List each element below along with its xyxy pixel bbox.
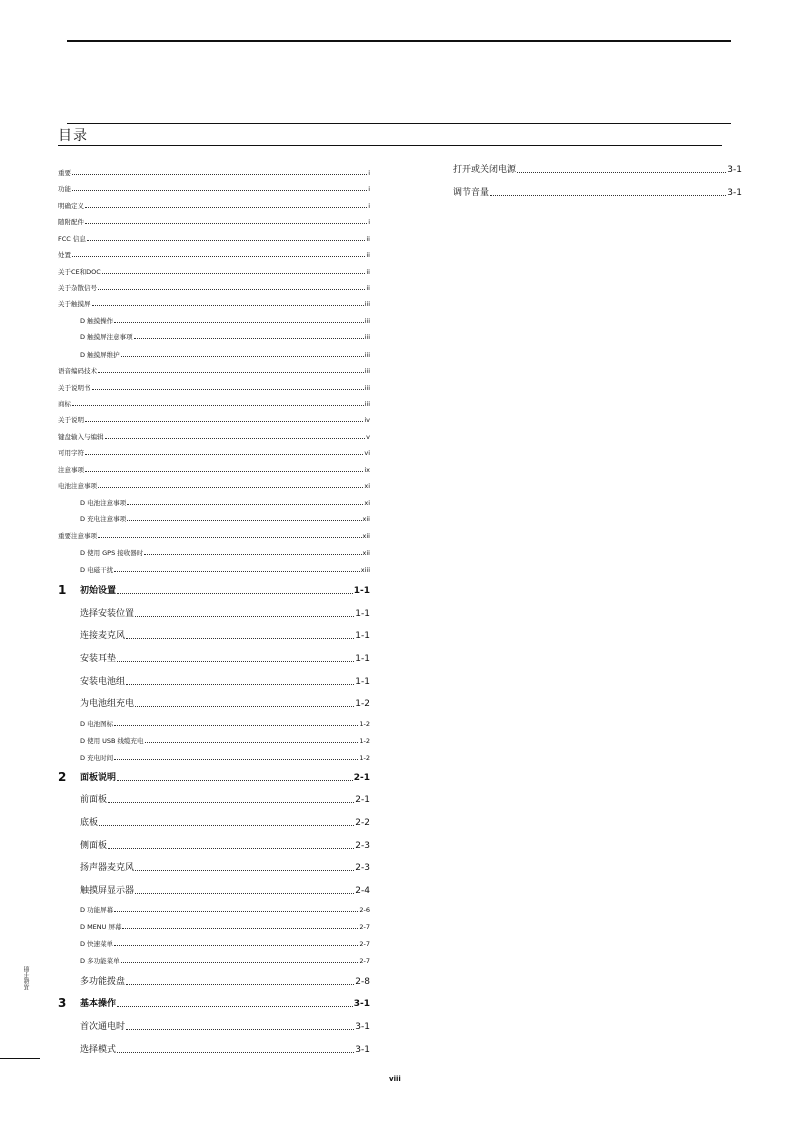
toc-entry-title: 重要	[58, 169, 71, 177]
toc-entry-page: 3-1	[355, 1022, 370, 1032]
leader-dots	[85, 223, 367, 224]
toc-entry-page: ix	[364, 466, 370, 474]
toc-entry-page: 2-8	[355, 977, 370, 987]
toc-entry-page: 1-1	[355, 677, 370, 687]
toc-entry-page: 1-2	[359, 737, 370, 745]
toc-entry-title: 关于杂散信号	[58, 284, 97, 292]
toc-entry-page: 1-2	[355, 699, 370, 709]
toc-entry-title: 键盘输入与编辑	[58, 433, 104, 441]
toc-entry-title: D 使用 USB 线缆充电	[80, 737, 144, 745]
toc-entry-title: 处置	[58, 251, 71, 259]
toc-entry[interactable]	[80, 499, 370, 508]
toc-entry[interactable]	[80, 754, 370, 763]
toc-entry-page: 1-1	[355, 631, 370, 641]
toc-entry-title: D MENU 屏幕	[80, 923, 122, 931]
toc-entry[interactable]	[58, 251, 370, 260]
toc-entry-page: xi	[364, 499, 370, 507]
toc-entry-page: iii	[364, 333, 370, 341]
toc-entry-title: 明确定义	[58, 202, 84, 210]
toc-entry-title: 调节音量	[453, 188, 490, 198]
leader-dots	[126, 1029, 354, 1030]
leader-dots	[85, 471, 363, 472]
toc-entry-page: i	[368, 202, 370, 210]
toc-entry[interactable]	[80, 1021, 370, 1033]
leader-dots	[98, 289, 365, 290]
chapter-number: 3	[58, 996, 67, 1010]
toc-entry-page: ii	[366, 284, 370, 292]
toc-entry-page: iii	[364, 384, 370, 392]
leader-dots	[114, 322, 364, 323]
leader-dots	[72, 405, 364, 406]
toc-entry-title: 关于CE和DOC	[58, 268, 101, 276]
toc-entry-page: iii	[364, 300, 370, 308]
toc-entry[interactable]	[80, 906, 370, 915]
toc-entry[interactable]	[58, 532, 370, 541]
toc-entry[interactable]	[58, 466, 370, 475]
toc-entry-title: 侧面板	[80, 841, 108, 851]
toc-entry-title: D 电池注意事项	[80, 499, 127, 507]
leader-dots	[92, 389, 364, 390]
leader-dots	[105, 438, 366, 439]
toc-entry-title: D 触摸屏注意事项	[80, 333, 133, 341]
toc-entry-page: 2-7	[359, 940, 370, 948]
toc-entry-title: 触摸屏显示器	[80, 886, 135, 896]
toc-entry-page: xii	[362, 549, 370, 557]
toc-entry[interactable]	[58, 218, 370, 227]
toc-entry[interactable]	[80, 515, 370, 524]
leader-dots	[135, 616, 354, 617]
toc-entry-page: xiii	[360, 566, 370, 574]
toc-entry-title: 多功能拨盘	[80, 977, 126, 987]
leader-dots	[114, 725, 358, 726]
toc-entry[interactable]	[58, 235, 370, 244]
toc-entry[interactable]	[80, 817, 370, 829]
toc-entry-page: 1-1	[355, 654, 370, 664]
toc-entry-page: 2-3	[355, 841, 370, 851]
toc-entry-page: xi	[364, 482, 370, 490]
leader-dots	[121, 356, 364, 357]
toc-entry-title: 扬声器麦克风	[80, 863, 135, 873]
toc-entry-page: 2-7	[359, 923, 370, 931]
toc-entry-title: D 功能屏幕	[80, 906, 114, 914]
toc-entry[interactable]	[58, 169, 370, 178]
toc-entry[interactable]	[80, 653, 370, 665]
toc-entry[interactable]	[58, 449, 370, 458]
toc-entry-title: 随附配件	[58, 218, 84, 226]
leader-dots	[85, 421, 363, 422]
chapter-number: 1	[58, 583, 67, 597]
toc-entry[interactable]	[80, 566, 370, 575]
toc-entry-page: iv	[364, 416, 370, 424]
toc-entry-page: 2-6	[359, 906, 370, 914]
leader-dots	[127, 504, 363, 505]
toc-entry-title: D 电池图标	[80, 720, 114, 728]
toc-entry-page: ii	[366, 251, 370, 259]
toc-entry-title: 关于说明	[58, 416, 84, 424]
leader-dots	[126, 684, 354, 685]
toc-entry-title: 首次通电时	[80, 1022, 126, 1032]
leader-dots	[126, 984, 354, 985]
toc-entry-page: vi	[364, 449, 370, 457]
toc-entry-title: 打开或关闭电源	[453, 165, 517, 175]
leader-dots	[127, 520, 361, 521]
leader-dots	[145, 742, 359, 743]
toc-entry-page: 3-1	[727, 165, 742, 175]
toc-entry-title: 关于说明书	[58, 384, 91, 392]
toc-entry-title: 基本操作	[80, 999, 117, 1009]
toc-entry[interactable]	[58, 268, 370, 277]
toc-entry-page: 3-1	[353, 999, 370, 1009]
toc-entry[interactable]	[80, 676, 370, 688]
leader-dots	[98, 537, 362, 538]
footer-rule	[0, 1058, 40, 1059]
toc-entry-title: 商标	[58, 400, 71, 408]
leader-dots	[92, 305, 364, 306]
toc-entry[interactable]	[80, 333, 370, 342]
toc-entry-page: 2-7	[359, 957, 370, 965]
toc-entry[interactable]	[80, 885, 370, 897]
leader-dots	[134, 338, 364, 339]
leader-dots	[517, 172, 726, 173]
toc-entry-title: 初始设置	[80, 586, 117, 596]
leader-dots	[114, 911, 358, 912]
leader-dots	[144, 554, 361, 555]
toc-entry-title: D 触摸操作	[80, 317, 114, 325]
page-number: viii	[389, 1075, 401, 1083]
toc-entry-page: xii	[362, 515, 370, 523]
toc-entry-page: i	[368, 169, 370, 177]
leader-dots	[135, 706, 354, 707]
toc-entry[interactable]	[58, 284, 370, 293]
toc-entry-title: 为电池组充电	[80, 699, 135, 709]
toc-entry[interactable]	[58, 300, 370, 309]
toc-entry[interactable]	[80, 698, 370, 710]
toc-entry[interactable]	[80, 737, 370, 746]
toc-chapter-row[interactable]	[80, 772, 370, 784]
toc-entry-page: 1-2	[359, 720, 370, 728]
toc-entry-page: 2-4	[355, 886, 370, 896]
chapter-number: 2	[58, 770, 67, 784]
leader-dots	[126, 638, 354, 639]
leader-dots	[87, 240, 365, 241]
toc-entry[interactable]	[58, 400, 370, 409]
leader-dots	[490, 195, 726, 196]
leader-dots	[135, 893, 354, 894]
toc-entry-page: 2-2	[355, 818, 370, 828]
toc-entry-title: 关于触摸屏	[58, 300, 91, 308]
leader-dots	[85, 207, 367, 208]
toc-entry[interactable]	[58, 384, 370, 393]
toc-entry-title: D 多功能菜单	[80, 957, 120, 965]
leader-dots	[99, 825, 354, 826]
toc-entry-page: iii	[364, 351, 370, 359]
toc-entry-page: xii	[362, 532, 370, 540]
toc-entry-title: D 充电时间	[80, 754, 114, 762]
toc-entry-title: 面板说明	[80, 773, 117, 783]
toc-entry-page: 3-1	[355, 1045, 370, 1055]
toc-entry[interactable]	[58, 202, 370, 211]
toc-entry-page: ii	[366, 235, 370, 243]
toc-entry-page: iii	[364, 317, 370, 325]
leader-dots	[108, 802, 354, 803]
leader-dots	[114, 945, 358, 946]
toc-entry[interactable]	[80, 351, 370, 360]
leader-dots	[121, 962, 359, 963]
leader-dots	[117, 1006, 353, 1007]
leader-dots	[98, 372, 364, 373]
toc-entry-page: iii	[364, 367, 370, 375]
toc-entry[interactable]	[80, 840, 370, 852]
leader-dots	[135, 870, 354, 871]
toc-entry-title: D 充电注意事项	[80, 515, 127, 523]
toc-entry[interactable]	[80, 940, 370, 949]
toc-entry-page: ii	[366, 268, 370, 276]
toc-entry-page: 3-1	[727, 188, 742, 198]
toc-entry[interactable]	[58, 482, 370, 491]
toc-entry-title: 前面板	[80, 795, 108, 805]
toc-entry[interactable]	[80, 957, 370, 966]
toc-entry-title: 安装耳垫	[80, 654, 117, 664]
toc-entry[interactable]	[80, 862, 370, 874]
toc-entry[interactable]	[80, 923, 370, 932]
leader-dots	[122, 928, 358, 929]
toc-entry-page: i	[368, 218, 370, 226]
toc-entry[interactable]	[58, 416, 370, 425]
leader-dots	[114, 759, 358, 760]
leader-dots	[117, 780, 353, 781]
toc-entry-title: 底板	[80, 818, 99, 828]
leader-dots	[117, 593, 353, 594]
toc-entry[interactable]	[453, 187, 742, 199]
toc-entry-page: 1-2	[359, 754, 370, 762]
title-rule	[58, 145, 722, 146]
toc-entry[interactable]	[80, 549, 370, 558]
toc-entry[interactable]	[58, 433, 370, 442]
leader-dots	[98, 487, 363, 488]
toc-entry-page: i	[368, 185, 370, 193]
toc-entry-title: 电池注意事项	[58, 482, 97, 490]
toc-entry-page: iii	[364, 400, 370, 408]
toc-entry-page: 2-1	[355, 795, 370, 805]
toc-entry-page: 1-1	[353, 586, 370, 596]
toc-entry[interactable]	[80, 317, 370, 326]
toc-entry[interactable]	[80, 720, 370, 729]
top-rule	[67, 40, 731, 42]
leader-dots	[102, 273, 366, 274]
page-title: 目录	[58, 128, 88, 144]
leader-dots	[72, 190, 367, 191]
toc-entry-title: 注意事项	[58, 466, 84, 474]
toc-entry[interactable]	[58, 367, 370, 376]
side-label: 基础手册	[24, 966, 31, 990]
toc-entry-title: D 电磁干扰	[80, 566, 114, 574]
leader-dots	[117, 661, 354, 662]
toc-entry-title: 可用字符	[58, 449, 84, 457]
toc-entry-page: 2-3	[355, 863, 370, 873]
leader-dots	[85, 454, 363, 455]
toc-entry-title: 选择模式	[80, 1045, 117, 1055]
toc-entry-title: 选择安装位置	[80, 609, 135, 619]
toc-entry[interactable]	[80, 1044, 370, 1056]
toc-entry[interactable]	[453, 164, 742, 176]
toc-entry[interactable]	[80, 794, 370, 806]
toc-entry-title: FCC 信息	[58, 235, 86, 243]
toc-entry-title: D 快速菜单	[80, 940, 114, 948]
toc-entry[interactable]	[80, 630, 370, 642]
header-rule	[67, 123, 731, 124]
leader-dots	[114, 571, 360, 572]
leader-dots	[108, 848, 354, 849]
toc-entry-title: 语音编码技术	[58, 367, 97, 375]
toc-entry-title: D 触摸屏维护	[80, 351, 120, 359]
toc-entry-title: 连接麦克风	[80, 631, 126, 641]
leader-dots	[117, 1052, 354, 1053]
toc-entry-title: 重要注意事项	[58, 532, 97, 540]
toc-entry[interactable]	[80, 608, 370, 620]
toc-entry-title: 安装电池组	[80, 677, 126, 687]
leader-dots	[72, 174, 367, 175]
toc-entry-page: 1-1	[355, 609, 370, 619]
toc-entry[interactable]	[80, 976, 370, 988]
toc-entry[interactable]	[58, 185, 370, 194]
toc-entry-title: D 使用 GPS 接收器时	[80, 549, 144, 557]
leader-dots	[72, 256, 365, 257]
toc-entry-page: v	[366, 433, 370, 441]
toc-entry-title: 功能	[58, 185, 71, 193]
toc-entry-page: 2-1	[353, 773, 370, 783]
toc-chapter-row[interactable]	[80, 998, 370, 1010]
toc-chapter-row[interactable]	[80, 585, 370, 597]
